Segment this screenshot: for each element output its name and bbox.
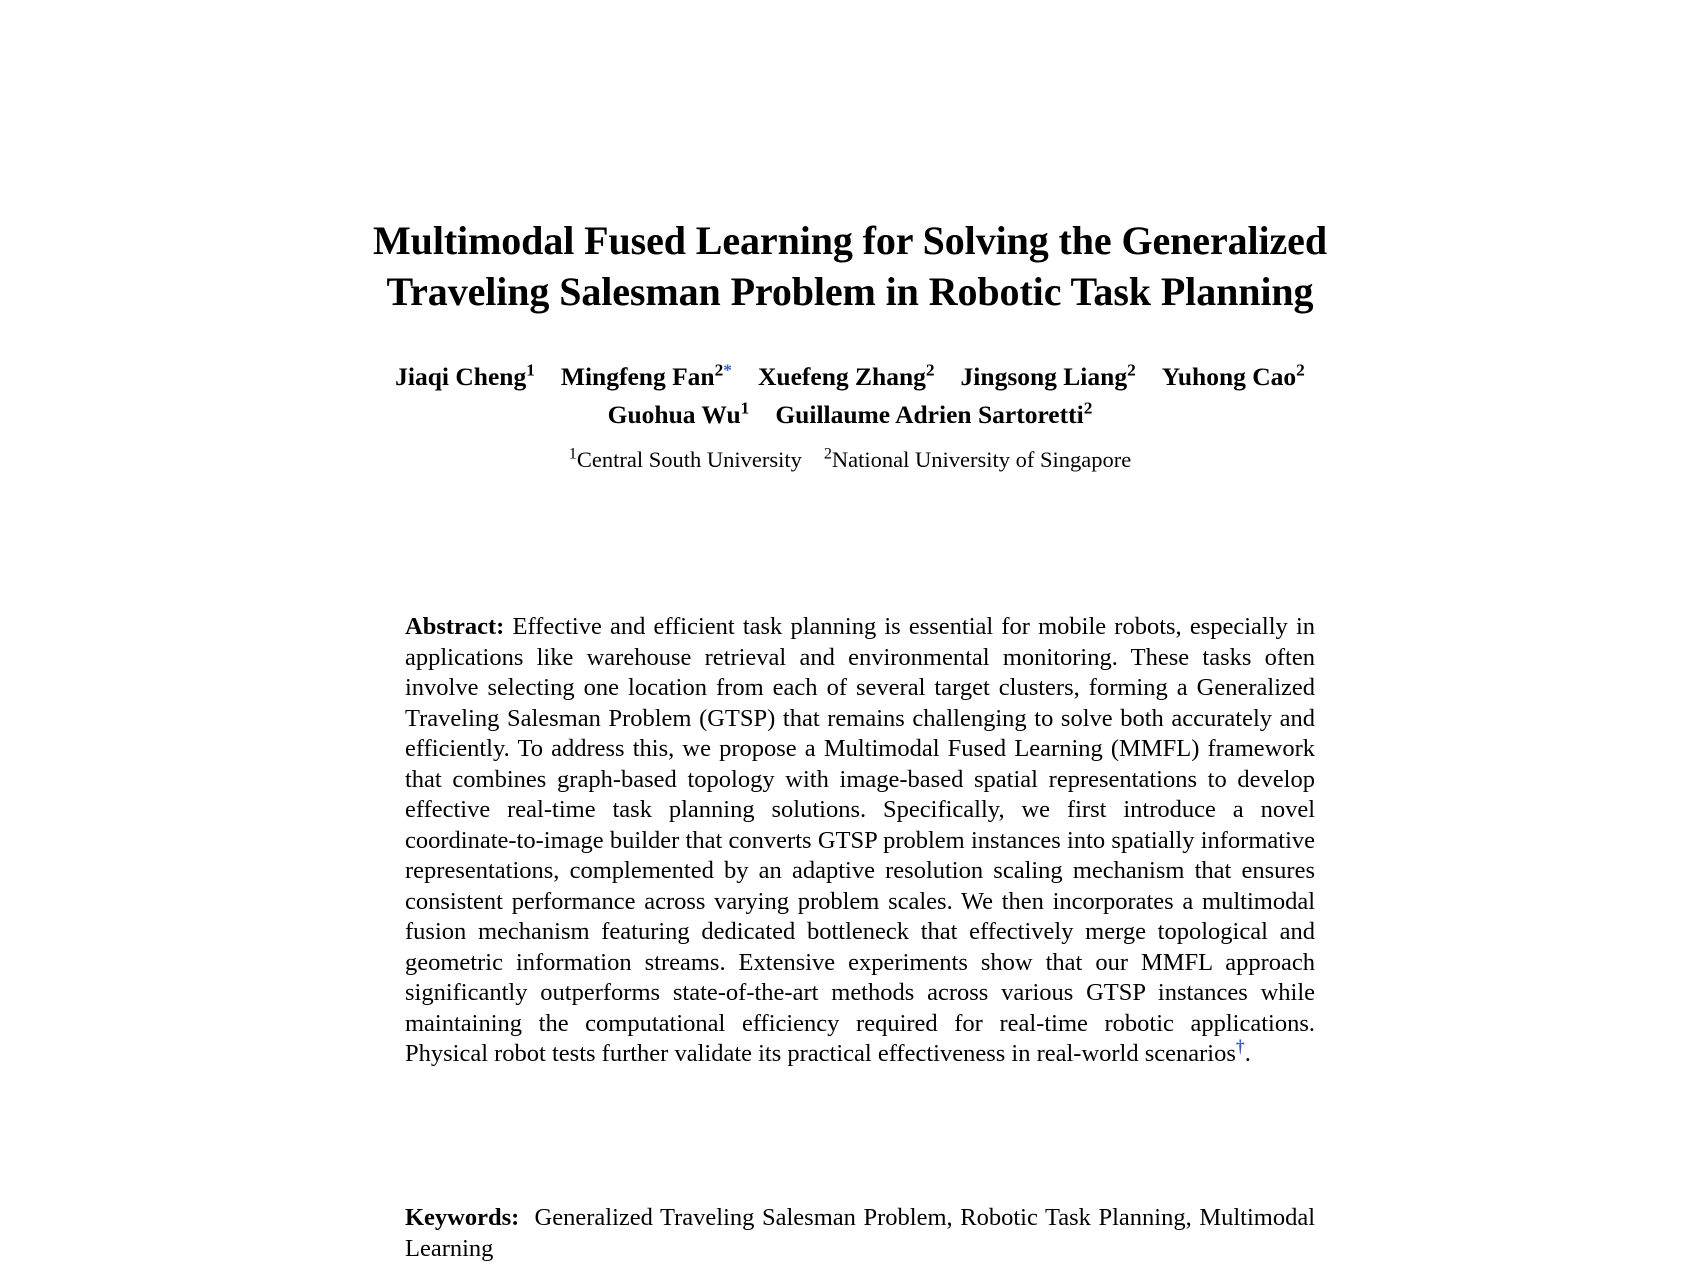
author-name: Jiaqi Cheng — [395, 362, 527, 392]
author-affil-marker: 2 — [1296, 360, 1305, 380]
author-item — [608, 400, 750, 429]
author-line-1 — [285, 359, 1415, 395]
affiliation-list — [285, 433, 1415, 474]
abstract-section — [405, 612, 1315, 1070]
author-affil-marker: 2 — [1083, 398, 1093, 418]
abstract-label: Abstract: — [405, 613, 505, 640]
keywords-label: Keywords: — [405, 1204, 520, 1231]
author-line-2 — [285, 397, 1415, 433]
author-item — [561, 362, 732, 391]
author-name: Xuefeng Zhang — [757, 362, 926, 392]
abstract-text: Effective and efficient task planning is essential for mobile robots, especially in applications like warehouse retrieval and environmental monitoring. These tasks often involve selecting one location from each of several target clusters, forming a Generalized Traveling Salesman Problem (GTSP) that remains challenging to solve both accurately and efficiently. To address this, we propose a Multimodal Fused Learning (MMFL) framework that combines graph-based topology with image-based spatial representations to develop effective real-time task planning solutions. Specifically, we first introduce a novel coordinate-to-image builder that converts GTSP problem instances into spatially informative representations, complemented by an adaptive resolution scaling mechanism that ensures consistent performance across varying problem scales. We then incorporates a multimodal fusion mechanism featuring dedicated bottleneck that effectively merge topological and geometric information streams. Extensive experiments show that our MMFL approach significantly outperforms state-of-the-art methods across various GTSP instances while maintaining the computational efficiency required for real-time robotic applications. Physical robot tests further validate its practical effectiveness in real-world scenarios — [405, 613, 1316, 1067]
corresponding-author-marker: * — [723, 360, 732, 380]
affiliation-marker: 2 — [823, 444, 832, 463]
author-affil-marker: 2 — [925, 360, 935, 380]
affiliation-name: Central South University — [576, 446, 802, 472]
author-item — [395, 362, 535, 391]
affiliation-name: National University of Singapore — [831, 446, 1132, 472]
author-item — [758, 362, 935, 391]
author-affil-marker: 1 — [740, 398, 750, 418]
affiliation-marker: 1 — [568, 444, 577, 463]
author-name: Mingfeng Fan — [560, 362, 715, 392]
keywords-text: Generalized Traveling Salesman Problem, Robotic Task Planning, Multimodal Learning — [405, 1204, 1316, 1262]
author-affil-marker: 2 — [714, 360, 724, 380]
author-item — [775, 400, 1092, 429]
affiliation-item — [568, 444, 802, 472]
author-list — [285, 317, 1415, 474]
author-affil-marker: 1 — [526, 360, 535, 380]
author-affil-marker: 2 — [1127, 360, 1136, 380]
author-name: Guillaume Adrien Sartoretti — [775, 400, 1084, 430]
author-item — [961, 362, 1136, 391]
keywords-section — [405, 1203, 1315, 1264]
author-name: Guohua Wu — [607, 400, 741, 430]
affiliation-item — [823, 444, 1132, 472]
page-title: Multimodal Fused Learning for Solving the Generalized Traveling Salesman Problem in Robotic Task Planning — [373, 218, 1327, 315]
author-name: Yuhong Cao — [1161, 362, 1297, 392]
abstract-tail: . — [1244, 1040, 1251, 1067]
author-name: Jingsong Liang — [960, 362, 1128, 392]
author-item — [1162, 362, 1305, 391]
abstract-paragraph — [405, 612, 1315, 1070]
footnote-marker: † — [1235, 1035, 1245, 1056]
